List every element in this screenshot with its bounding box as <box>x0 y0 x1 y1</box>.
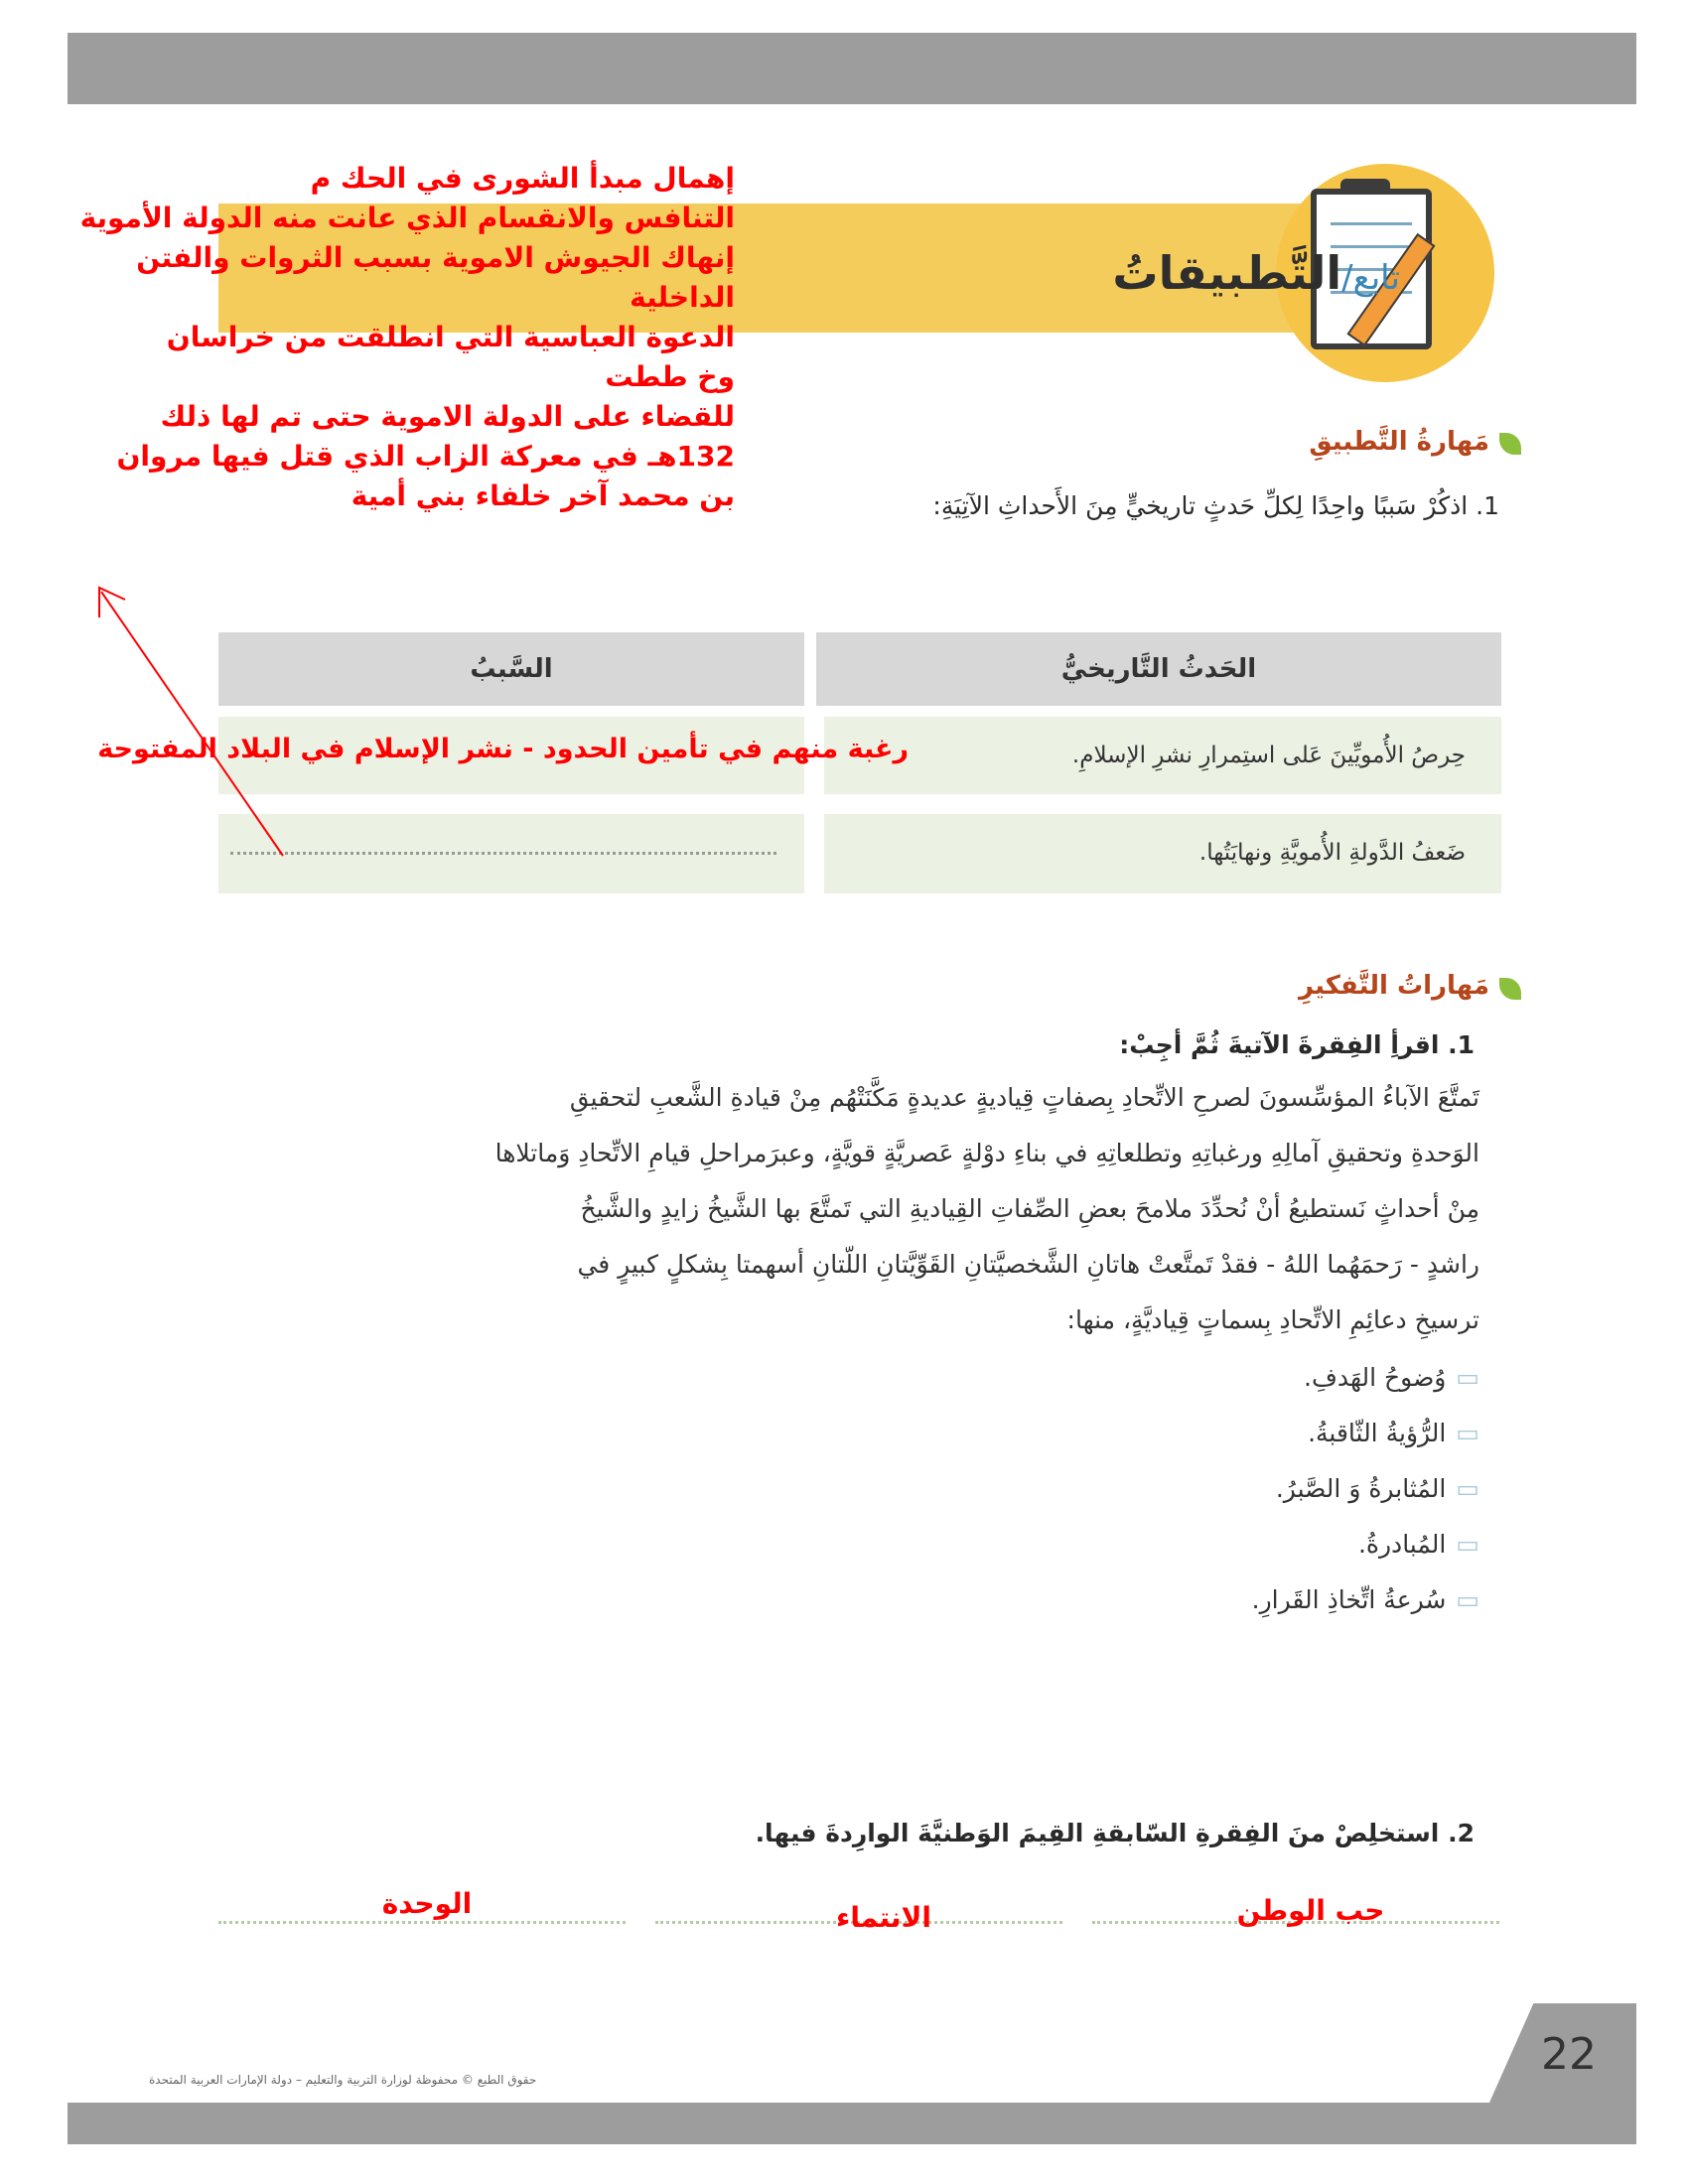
paragraph-line: ترسيخِ دعائِمِ الاتِّحادِ بِسماتٍ قِياديَّةٍ، منها: <box>1066 1305 1479 1334</box>
annotation-value-2: الانتماء <box>836 1901 931 1934</box>
list-item: ▭المُبادرةُ. <box>1357 1530 1479 1559</box>
table-row-event-2: ضَعفُ الدَّولةِ الأُمويَّةِ ونهايَتُها. <box>824 814 1501 893</box>
paragraph-line: الوَحدةِ وتحقيقِ آمالِهِ ورغباتِهِ وتطلعاتِهِ في بناءِ دوْلةٍ عَصريَّةٍ قويَّةٍ، وعبرَمراحلِ قيامِ الاتِّحادِ وَماتلاها <box>494 1139 1479 1167</box>
list-item: ▭الرُّؤيةُ الثّاقبةُ. <box>1308 1419 1479 1447</box>
paragraph-line: مِنْ أحداثٍ نَستطيعُ أنْ نُحدِّدَ ملامحَ بعضِ الصِّفاتِ القِياديةِ التي تَمتَّعَ بها الشَّيخُ زايدٍ والشَّيخُ <box>580 1194 1479 1223</box>
table-header-cause: السَّببُ <box>218 632 804 706</box>
arrow-line <box>101 592 283 856</box>
title-prefix: تابع/ <box>1341 258 1400 298</box>
annotation-value-3: الوحدة <box>381 1887 473 1920</box>
question-apply-1: 1. اذكُرْ سَببًا واحِدًا لِكلِّ حَدثٍ تاريخيٍّ مِنَ الأَحداثِ الآتِيَةِ: <box>932 491 1499 520</box>
annotation-spread-cause: رغبة منهم في تأمين الحدود - نشر الإسلام في البلاد المفتوحة <box>97 734 909 764</box>
arrow-bullet-icon: ▭ <box>1456 1363 1479 1392</box>
list-item: ▭المُثابرةُ وَ الصَّبرُ. <box>1275 1474 1479 1503</box>
arrow-bullet-icon: ▭ <box>1456 1585 1479 1614</box>
section-heading-think: مَهاراتُ التَّفكيرِ <box>1299 971 1489 1001</box>
arrow-bullet-icon: ▭ <box>1456 1474 1479 1503</box>
table-row-event-1: حِرصُ الأُمويِّينَ عَلى استِمرارِ نشرِ الإسلامِ. <box>824 717 1501 794</box>
annotation-weakness-causes: إهمال مبدأ الشورى في الحك م التنافس والانقسام الذي عانت منه الدولة الأموية إنهاك الجيوش الاموية بسبب الثروات والفتن الداخلية الدعوة العباسية التي انطلقت من خراسان وخ ططت للقضاء على الدولة الاموية حتى تم لها ذلك 132هـ في معركة الزاب الذي قتل فيها مروان بن محمد آخر خلفاء بني أمية <box>79 162 735 512</box>
arrow-bullet-icon: ▭ <box>1456 1530 1479 1559</box>
copyright-footer: حقوق الطبع © محفوظة لوزارة التربية والتعليم – دولة الإمارات العربية المتحدة <box>149 2073 537 2087</box>
arrow-bullet-icon: ▭ <box>1456 1419 1479 1447</box>
paragraph-line: راشدٍ - رَحمَهُما اللهُ - فقدْ تَمتَّعتْ هاتانِ الشَّخصيَّتانِ القَوِّيَّتانِ اللّتانِ أسهمتا بِشكلٍ كبيرٍ في <box>577 1250 1479 1279</box>
question-think-2: 2. استخلِصْ منَ الفِقرةِ السّابقةِ القِيمَ الوَطنيَّةَ الوارِدةَ فيها. <box>755 1819 1475 1847</box>
list-item: ▭وُضوحُ الهَدفِ. <box>1304 1363 1479 1392</box>
table-header-event: الحَدثُ التَّاريخيُّ <box>816 632 1501 706</box>
paragraph-line: تَمتَّعَ الآباءُ المؤسِّسونَ لصرحِ الاتِّحادِ بِصفاتٍ قِياديةٍ عديدةٍ مَكَّنَتْهُم مِنْ قيادةِ الشَّعبِ لتحقيقِ <box>569 1083 1479 1112</box>
title-text: التَّطبيقاتُ <box>1112 246 1342 300</box>
arrow-head-icon <box>99 588 125 617</box>
section-heading-apply: مَهارةُ التَّطبيقِ <box>1309 427 1489 457</box>
list-item: ▭سُرعةُ اتِّخاذِ القَرارِ. <box>1251 1585 1479 1614</box>
annotation-value-1: حب الوطن <box>1236 1894 1385 1927</box>
question-think-1: 1. اقرأِ الفِقرةَ الآتيةَ ثُمَّ أجِبْ: <box>1119 1030 1475 1059</box>
page-number: 22 <box>1541 2029 1597 2080</box>
